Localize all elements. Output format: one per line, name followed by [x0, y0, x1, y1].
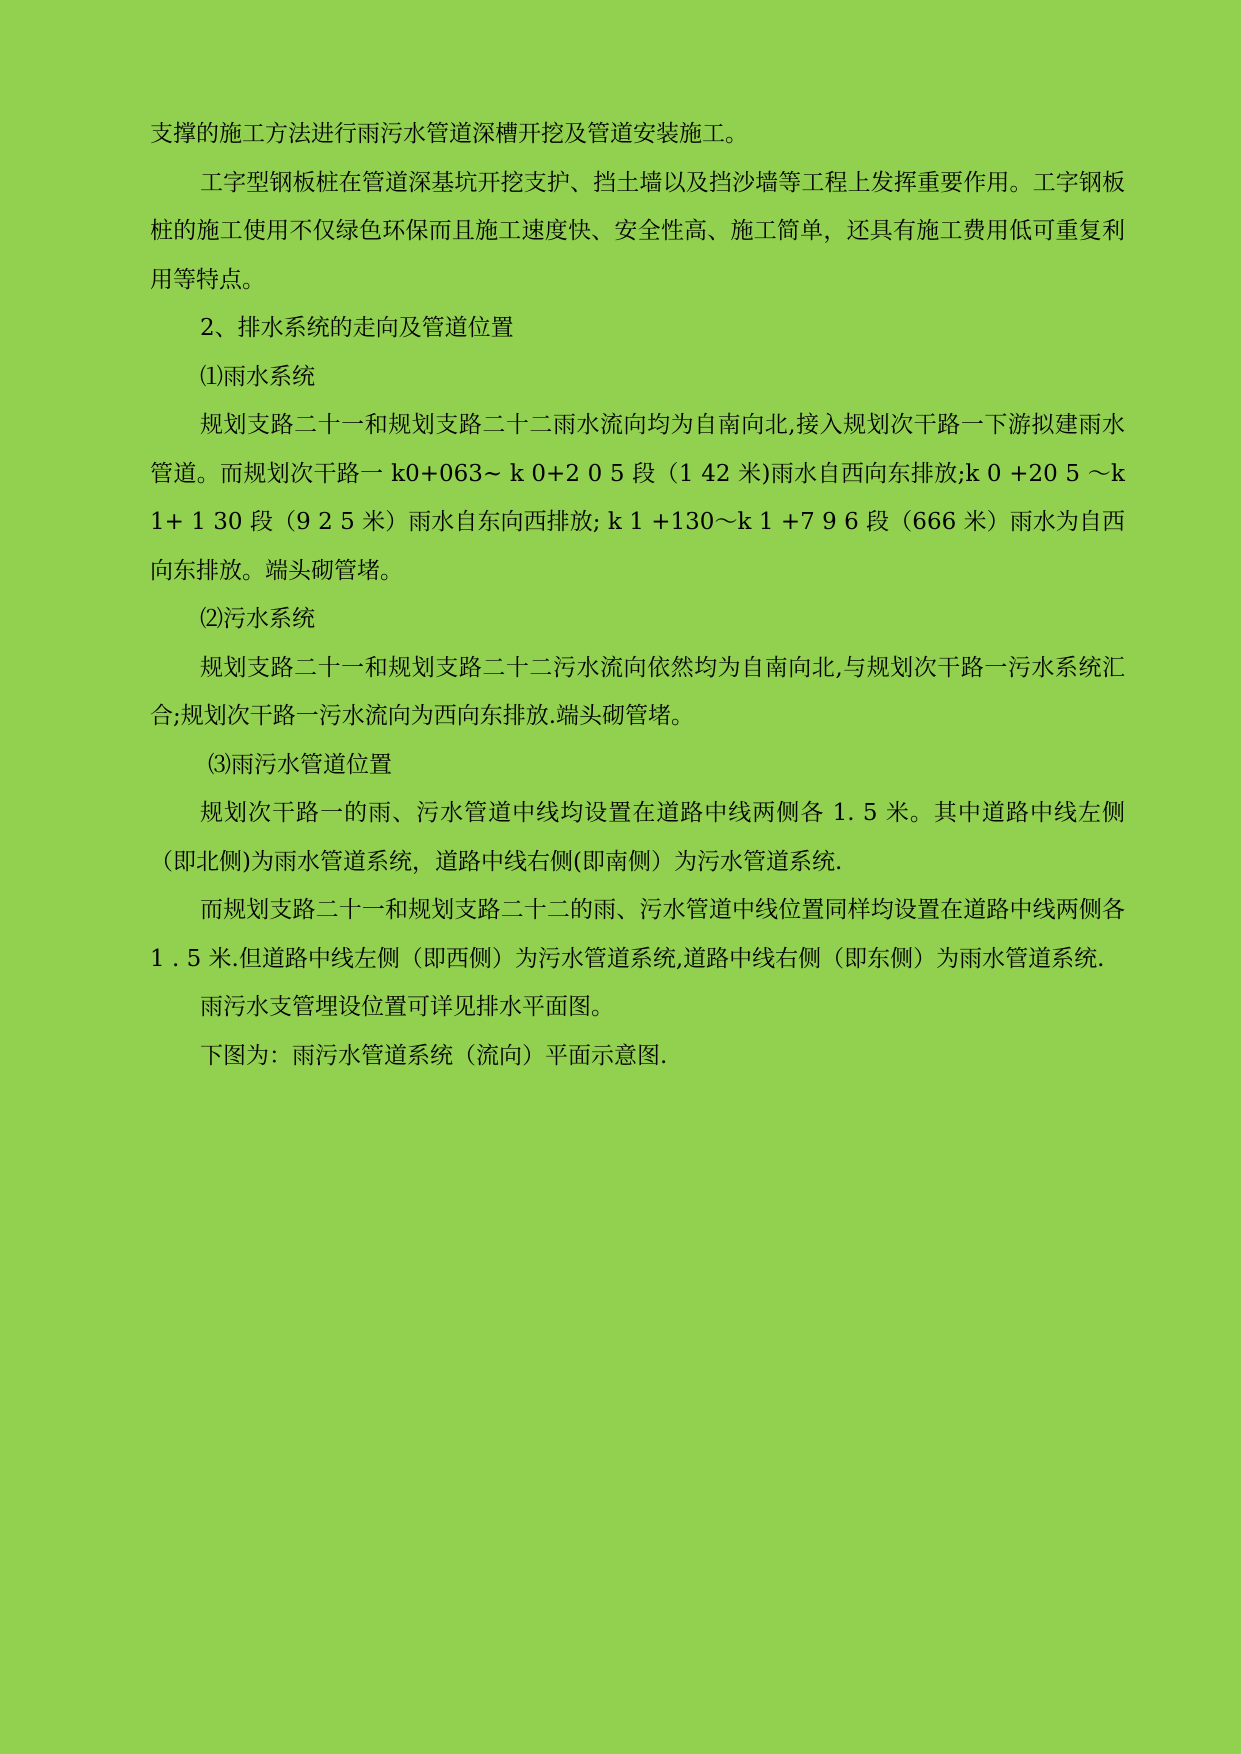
paragraph-branch-pipe-reference: 雨污水支管埋设位置可详见排水平面图。 — [200, 994, 614, 1020]
document-page — [150, 110, 1125, 1080]
subheading-sewage-system: ⑵污水系统 — [200, 606, 315, 632]
subheading-rainwater-system: ⑴雨水系统 — [200, 363, 315, 390]
subheading-pipe-location: ⑶雨污水管道位置 — [208, 751, 392, 778]
paragraph-secondary-road-pipes: 规划次干路一的雨、污水管道中线均设置在道路中线两侧各 1. 5 米。其中道路中线左侧（即北侧)为雨水管道系统，道路中线右侧(即南侧）为污水管道系统. — [150, 800, 1125, 875]
paragraph-branch-road-pipes: 而规划支路二十一和规划支路二十二的雨、污水管道中线位置同样均设置在道路中线两侧各 1 . 5 米.但道路中线左侧（即西侧）为污水管道系统,道路中线右侧（即东侧）为雨水管道系统. — [150, 897, 1125, 972]
paragraph-figure-caption-intro: 下图为：雨污水管道系统（流向）平面示意图. — [200, 1042, 668, 1069]
paragraph-construction-method-end: 支撑的施工方法进行雨污水管道深槽开挖及管道安装施工。 — [150, 121, 748, 147]
paragraph-sewage-flow: 规划支路二十一和规划支路二十二污水流向依然均为自南向北,与规划次干路一污水系统汇合;规划次干路一污水流向为西向东排放.端头砌管堵。 — [150, 654, 1125, 729]
section-heading-drainage-system: 2、排水系统的走向及管道位置 — [200, 315, 514, 341]
paragraph-rainwater-flow: 规划支路二十一和规划支路二十二雨水流向均为自南向北,接入规划次干路一下游拟建雨水管道。而规划次干路一 k0+063~ k 0+2 0 5 段（1 42 米)雨水自西向东排放;k 0 +20 5 ～k1+ 1 30 段（9 2 5 米）雨水自东向西排放; k 1 +130～k 1 +7 9 6 段（666 米）雨水为自西向东排放。端头砌管堵。 — [150, 412, 1125, 584]
paragraph-steel-sheet-pile: 工字型钢板桩在管道深基坑开挖支护、挡土墙以及挡沙墙等工程上发挥重要作用。工字钢板桩的施工使用不仅绿色环保而且施工速度快、安全性高、施工简单，还具有施工费用低可重复利用等特点。 — [150, 169, 1125, 293]
